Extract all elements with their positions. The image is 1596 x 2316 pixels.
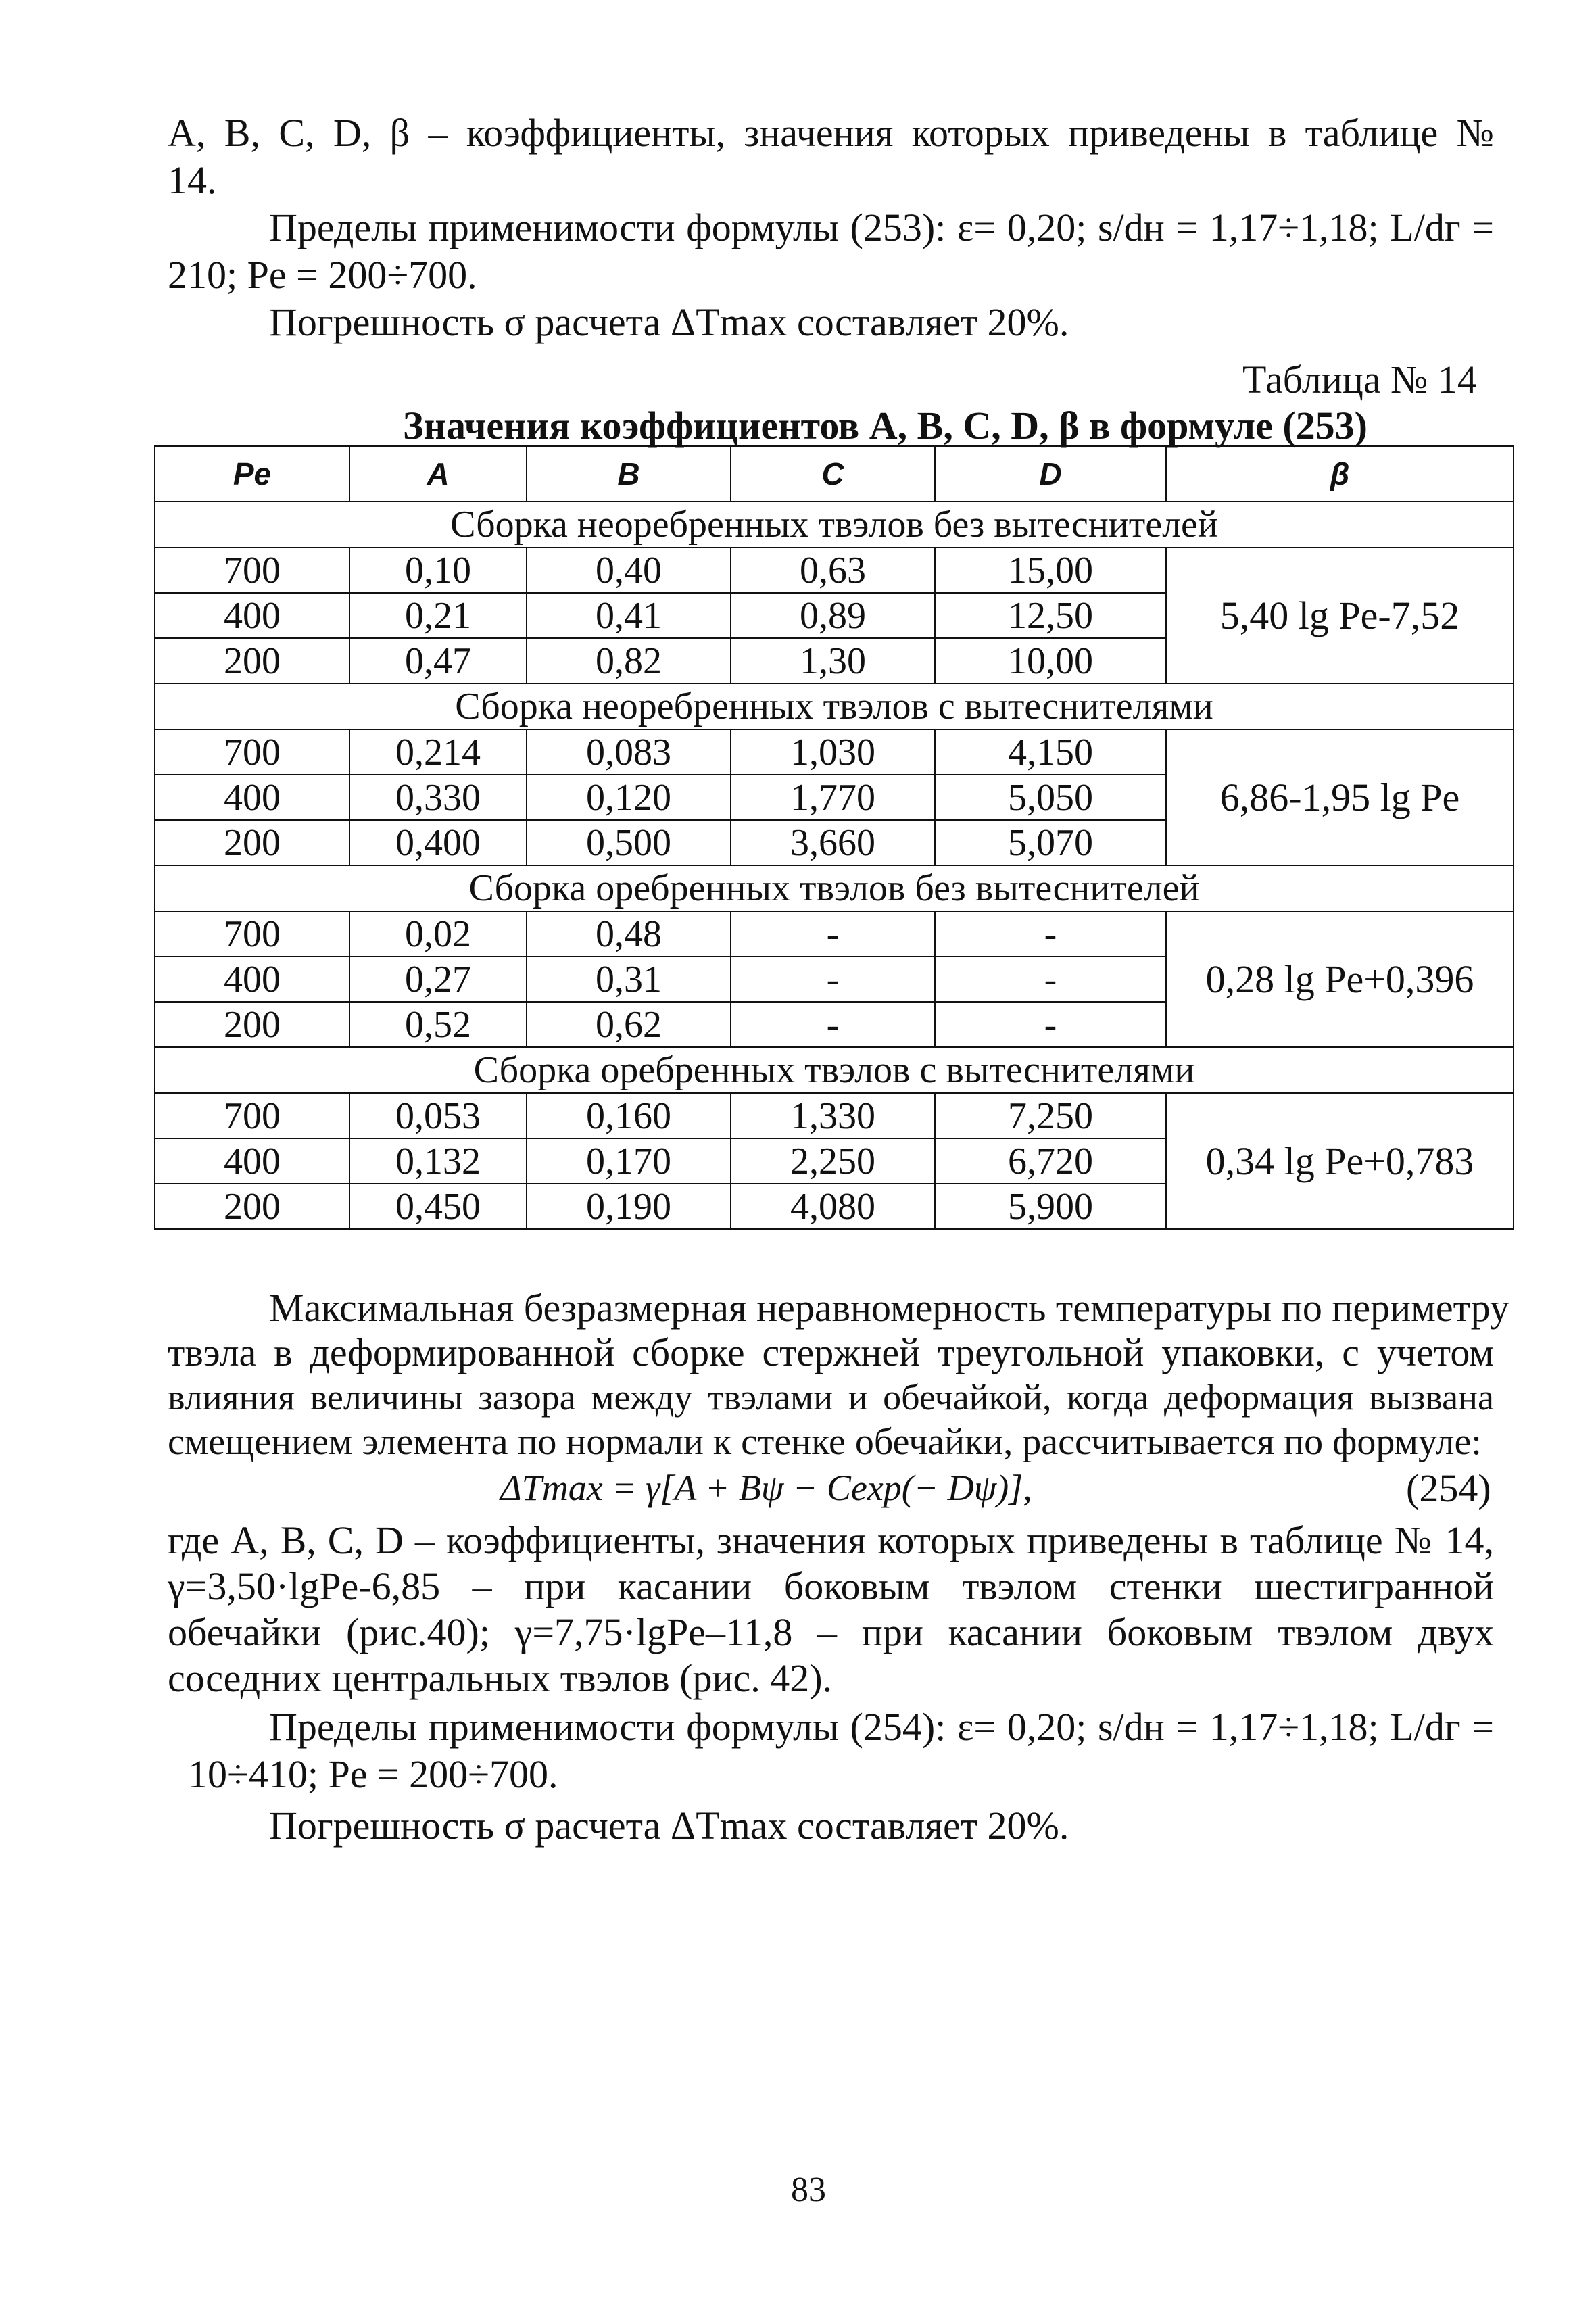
cell-d: 15,00 bbox=[935, 548, 1166, 593]
cell-d: 10,00 bbox=[935, 638, 1166, 683]
cell-b: 0,82 bbox=[527, 638, 731, 683]
cell-b: 0,48 bbox=[527, 911, 731, 957]
header-c: C bbox=[731, 446, 935, 502]
section-row bbox=[155, 1047, 1514, 1093]
error-253: Погрешность σ расчета ΔTmax составляет 20%. bbox=[269, 300, 1069, 344]
section-title: Сборка оребренных твэлов без вытеснителей bbox=[155, 865, 1514, 911]
section-title: Сборка неоребренных твэлов с вытеснителями bbox=[155, 683, 1514, 729]
cell-pe: 400 bbox=[155, 593, 349, 638]
coefficients-table bbox=[154, 445, 1514, 1230]
header-d: D bbox=[935, 446, 1166, 502]
cell-c: 1,770 bbox=[731, 775, 935, 820]
cell-c: 1,030 bbox=[731, 729, 935, 775]
cell-pe: 700 bbox=[155, 729, 349, 775]
cell-d: 4,150 bbox=[935, 729, 1166, 775]
equation-number: (254) bbox=[1406, 1466, 1491, 1510]
cell-b: 0,190 bbox=[527, 1184, 731, 1229]
cell-c: 0,89 bbox=[731, 593, 935, 638]
cell-pe: 400 bbox=[155, 775, 349, 820]
section-title: Сборка неоребренных твэлов без вытеснителей bbox=[155, 502, 1514, 548]
cell-b: 0,083 bbox=[527, 729, 731, 775]
cell-b: 0,170 bbox=[527, 1138, 731, 1184]
cell-a: 0,053 bbox=[349, 1093, 527, 1138]
limits-253-line-1: Пределы применимости формулы (253): ε= 0,20; s/dн = 1,17÷1,18; L/dг = bbox=[269, 206, 1494, 249]
cell-pe: 200 bbox=[155, 1184, 349, 1229]
cell-pe: 700 bbox=[155, 548, 349, 593]
where-line-4: соседних центральных твэлов (рис. 42). bbox=[168, 1656, 833, 1700]
header-beta: β bbox=[1166, 446, 1514, 502]
cell-c: 0,63 bbox=[731, 548, 935, 593]
table-header-row bbox=[155, 446, 1514, 502]
cell-beta: 0,34 lg Pe+0,783 bbox=[1166, 1093, 1514, 1229]
cell-pe: 700 bbox=[155, 911, 349, 957]
cell-c: 4,080 bbox=[731, 1184, 935, 1229]
cell-pe: 200 bbox=[155, 638, 349, 683]
body-line-4: смещением элемента по нормали к стенке обечайки, рассчитывается по формуле: bbox=[168, 1421, 1482, 1463]
table-row bbox=[155, 729, 1514, 775]
cell-a: 0,02 bbox=[349, 911, 527, 957]
cell-b: 0,40 bbox=[527, 548, 731, 593]
cell-a: 0,330 bbox=[349, 775, 527, 820]
table-row bbox=[155, 911, 1514, 957]
limits-253-line-2: 210; Pe = 200÷700. bbox=[168, 253, 477, 297]
cell-pe: 400 bbox=[155, 957, 349, 1002]
where-line-3: обечайки (рис.40); γ=7,75·lgPe–11,8 – при касании боковым твэлом двух bbox=[168, 1610, 1494, 1654]
cell-beta: 0,28 lg Pe+0,396 bbox=[1166, 911, 1514, 1047]
coefficients-note-line-1: A, B, C, D, β – коэффициенты, значения которых приведены в таблице № bbox=[168, 111, 1494, 155]
coefficients-note-line-2: 14. bbox=[168, 158, 217, 202]
cell-c: 1,330 bbox=[731, 1093, 935, 1138]
cell-d: 5,070 bbox=[935, 820, 1166, 865]
formula-254: ΔTmax = γ[A + Bψ − Cexp(− Dψ)], bbox=[500, 1468, 1032, 1508]
limits-254-line-1: Пределы применимости формулы (254): ε= 0,20; s/dн = 1,17÷1,18; L/dг = bbox=[269, 1705, 1494, 1749]
section-title: Сборка оребренных твэлов с вытеснителями bbox=[155, 1047, 1514, 1093]
cell-a: 0,10 bbox=[349, 548, 527, 593]
cell-a: 0,52 bbox=[349, 1002, 527, 1047]
where-line-2: γ=3,50·lgPe-6,85 – при касании боковым твэлом стенки шестигранной bbox=[168, 1564, 1494, 1608]
cell-d: 5,900 bbox=[935, 1184, 1166, 1229]
cell-b: 0,31 bbox=[527, 957, 731, 1002]
cell-d: - bbox=[935, 957, 1166, 1002]
where-line-1: где A, B, C, D – коэффициенты, значения которых приведены в таблице № 14, bbox=[168, 1518, 1494, 1562]
cell-beta: 5,40 lg Pe-7,52 bbox=[1166, 548, 1514, 683]
cell-pe: 200 bbox=[155, 1002, 349, 1047]
section-row bbox=[155, 683, 1514, 729]
body-line-3: влияния величины зазора между твэлами и обечайкой, когда деформация вызвана bbox=[168, 1377, 1494, 1418]
cell-d: - bbox=[935, 1002, 1166, 1047]
cell-c: 3,660 bbox=[731, 820, 935, 865]
cell-c: - bbox=[731, 1002, 935, 1047]
cell-d: 5,050 bbox=[935, 775, 1166, 820]
body-line-2: твэла в деформированной сборке стержней треугольной упаковки, с учетом bbox=[168, 1330, 1494, 1374]
cell-b: 0,500 bbox=[527, 820, 731, 865]
table-caption: Таблица № 14 bbox=[1242, 358, 1477, 402]
cell-d: 12,50 bbox=[935, 593, 1166, 638]
cell-b: 0,41 bbox=[527, 593, 731, 638]
cell-pe: 700 bbox=[155, 1093, 349, 1138]
section-row bbox=[155, 865, 1514, 911]
header-a: A bbox=[349, 446, 527, 502]
cell-pe: 400 bbox=[155, 1138, 349, 1184]
cell-d: 6,720 bbox=[935, 1138, 1166, 1184]
cell-c: - bbox=[731, 957, 935, 1002]
page-number: 83 bbox=[791, 2171, 826, 2209]
cell-a: 0,450 bbox=[349, 1184, 527, 1229]
header-pe: Pe bbox=[155, 446, 349, 502]
cell-c: - bbox=[731, 911, 935, 957]
cell-a: 0,400 bbox=[349, 820, 527, 865]
cell-c: 2,250 bbox=[731, 1138, 935, 1184]
body-line-1: Максимальная безразмерная неравномерность температуры по периметру bbox=[269, 1286, 1509, 1330]
cell-a: 0,47 bbox=[349, 638, 527, 683]
cell-a: 0,27 bbox=[349, 957, 527, 1002]
table-row bbox=[155, 1093, 1514, 1138]
header-b: B bbox=[527, 446, 731, 502]
cell-a: 0,214 bbox=[349, 729, 527, 775]
limits-254-line-2: 10÷410; Pe = 200÷700. bbox=[188, 1752, 558, 1796]
table-row bbox=[155, 548, 1514, 593]
error-254: Погрешность σ расчета ΔTmax составляет 20%. bbox=[269, 1804, 1069, 1848]
cell-beta: 6,86-1,95 lg Pe bbox=[1166, 729, 1514, 865]
cell-b: 0,120 bbox=[527, 775, 731, 820]
cell-d: 7,250 bbox=[935, 1093, 1166, 1138]
section-row bbox=[155, 502, 1514, 548]
cell-b: 0,160 bbox=[527, 1093, 731, 1138]
cell-c: 1,30 bbox=[731, 638, 935, 683]
cell-pe: 200 bbox=[155, 820, 349, 865]
cell-a: 0,132 bbox=[349, 1138, 527, 1184]
cell-d: - bbox=[935, 911, 1166, 957]
cell-a: 0,21 bbox=[349, 593, 527, 638]
cell-b: 0,62 bbox=[527, 1002, 731, 1047]
table-title: Значения коэффициентов A, B, C, D, β в формуле (253) bbox=[403, 404, 1368, 448]
